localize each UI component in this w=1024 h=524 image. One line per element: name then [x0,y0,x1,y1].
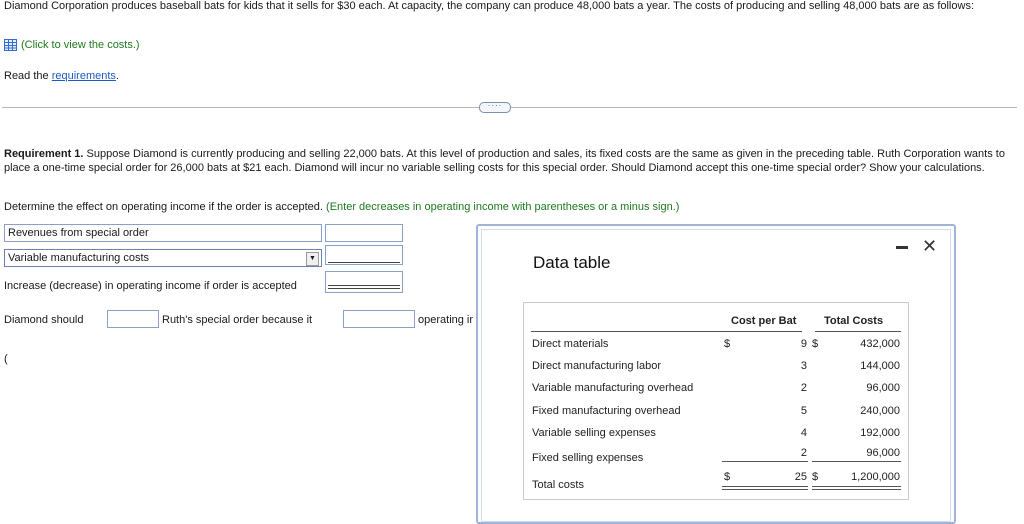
row-label-total: Total costs [532,479,584,491]
row-total-cost: 240,000 [860,405,900,417]
subtotal-underline [328,262,400,263]
minimize-icon[interactable] [896,246,908,249]
double-underline-top [328,285,400,286]
header-cost-per-bat: Cost per Bat [731,315,797,327]
more-button[interactable] [479,102,511,113]
row-cost-per-bat: 3 [800,360,807,372]
row-cost-per-bat: 4 [800,427,807,439]
dropdown-arrow-icon[interactable]: ▼ [306,252,319,266]
intro-text: Diamond Corporation produces baseball bats for kids that it sells for $30 each. At capacity, the company can produce 48,000 bats a year. The costs of producing and selling 48,000 bats are as follows: [4,0,974,12]
subtotal-line-left [722,461,808,462]
total-dollar-sign: $ [724,471,731,483]
row-label: Variable manufacturing overhead [532,382,694,394]
accept-reject-dropdown[interactable] [107,310,159,328]
row-total-cost: 96,000 [866,382,900,394]
row-cost-per-bat: 2 [800,447,807,459]
total-double-line-right-2 [812,489,901,490]
operating-income-change-input[interactable] [325,271,403,293]
total-double-line-left-1 [722,486,808,487]
increase-decrease-dropdown[interactable] [343,310,415,328]
close-icon[interactable]: ✕ [922,236,938,256]
row-total-cost: 96,000 [866,447,900,459]
variable-costs-select-value: Variable manufacturing costs [8,252,150,264]
row-cost-per-bat: 5 [800,405,807,417]
row-label: Fixed manufacturing overhead [532,405,681,417]
total-dollar-sign: $ [812,471,819,483]
total-costs-value: 1,200,000 [851,471,900,483]
determine-hint: (Enter decreases in operating income with parentheses or a minus sign.) [326,201,680,213]
read-requirements-suffix: . [115,70,119,82]
row-label: Fixed selling expenses [532,452,644,464]
requirements-link[interactable]: requirements [51,70,116,82]
determine-text: Determine the effect on operating income if the order is accepted. [4,201,327,213]
more-button-label: ···· [487,101,503,110]
double-underline-bottom [328,288,400,289]
requirement-1-label: Requirement 1. [4,148,84,160]
view-costs-link[interactable] [4,39,140,51]
decision-suffix: operating ir [418,314,474,326]
row-cost-per-bat: 9 [800,338,807,350]
decision-middle: Ruth's special order because it [162,314,313,326]
row-dollar-sign: $ [724,338,731,350]
requirement-1-body: Suppose Diamond is currently producing and selling 22,000 bats. At this level of production and sales, its fixed costs are the same as given in the preceding table. Ruth Corporation wants to place a one-time special order for 26,000 bats at $21 each. Diamond will incur no variable selling costs for this special order. Should Diamond accept this one-time special order? Show your calculations. [4,148,1005,174]
decision-prefix: Diamond should [4,314,84,326]
variable-costs-select[interactable] [4,249,322,267]
row-dollar-sign: $ [812,338,819,350]
read-requirements-line [4,70,119,82]
revenues-label-cell: Revenues from special order [4,224,322,242]
determine-instruction [4,201,679,213]
total-double-line-left-2 [722,489,808,490]
data-table-title: Data table [533,253,611,272]
header-underline-left [531,331,802,332]
header-underline-right [815,331,901,332]
row-total-cost: 192,000 [860,427,900,439]
view-costs-label[interactable]: (Click to view the costs.) [21,39,140,51]
row-cost-per-bat: 2 [800,382,807,394]
row-total-cost: 144,000 [860,360,900,372]
subtotal-line-right [812,461,901,462]
open-parenthesis: ( [4,353,8,365]
revenues-amount-input[interactable] [325,224,403,242]
read-requirements-prefix: Read the [4,70,52,82]
row-label: Direct materials [532,338,609,350]
increase-decrease-label: Increase (decrease) in operating income if order is accepted [4,280,297,292]
table-grid-icon [4,39,17,51]
row-total-cost: 432,000 [860,338,900,350]
row-label: Variable selling expenses [532,427,656,439]
row-label: Direct manufacturing labor [532,360,662,372]
requirement-1-text [4,147,1016,175]
header-total-costs: Total Costs [824,315,884,327]
total-cost-per-bat: 25 [794,471,807,483]
total-double-line-right-1 [812,486,901,487]
